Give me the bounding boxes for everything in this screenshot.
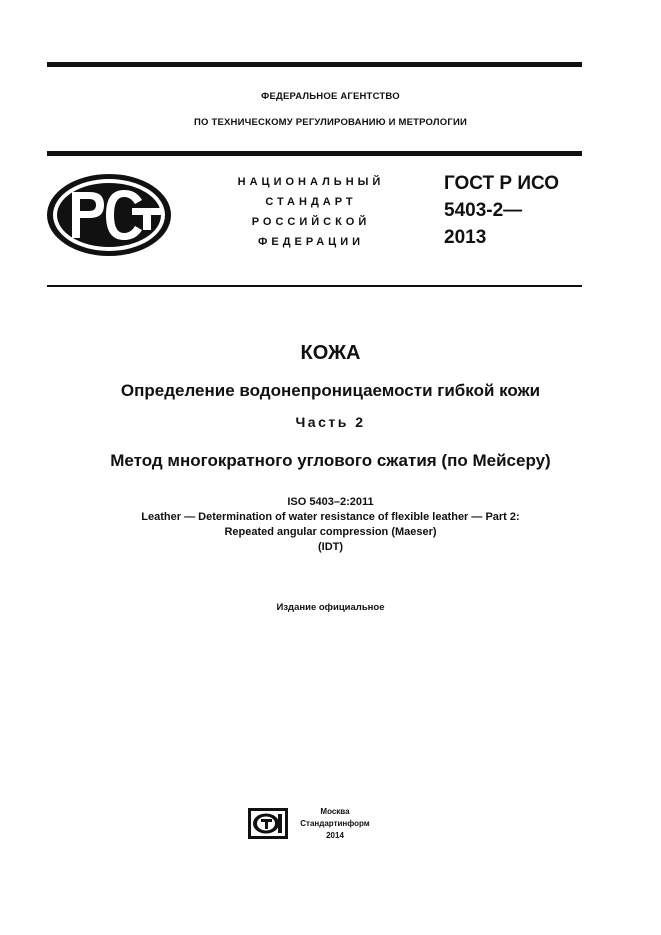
header-bottom-rule [47,285,582,287]
standard-designation [444,170,559,251]
national-standard-line-1: НАЦИОНАЛЬНЫЙ [237,176,385,188]
national-standard-label [196,172,426,252]
agency-line-1: ФЕДЕРАЛЬНОЕ АГЕНТСТВО [261,91,400,102]
edition-label: Издание официальное [276,602,385,613]
national-standard-line-3: РОССИЙСКОЙ [251,216,371,228]
iso-title-line-1: Leather — Determination of water resistance of flexible leather — Part 2: [141,511,520,523]
designation-line-1: ГОСТ Р ИСО [444,173,560,194]
national-standard-line-4: ФЕДЕРАЦИИ [257,236,365,248]
standartinform-logo-icon [248,808,288,839]
iso-idt: (IDT) [317,541,344,553]
designation-line-3: 2013 [444,227,487,248]
national-standard-line-2: СТАНДАРТ [265,196,357,208]
designation-line-2: 5403-2— [444,200,523,221]
header-rule [47,151,582,156]
iso-number: ISO 5403–2:2011 [287,496,374,508]
publisher-year: 2014 [326,831,344,840]
publisher-name: Стандартинформ [300,819,370,828]
document-part: Часть 2 [295,414,366,430]
rst-certification-seal-icon [44,172,174,258]
publisher-city: Москва [320,807,350,816]
document-method: Метод многократного углового сжатия (по Мейсеру) [110,451,551,470]
document-subtitle: Определение водонепроницаемости гибкой кожи [120,381,541,400]
agency-line-2: ПО ТЕХНИЧЕСКОМУ РЕГУЛИРОВАНИЮ И МЕТРОЛОГИИ [194,117,467,128]
iso-title-line-2: Repeated angular compression (Maeser) [224,526,437,538]
top-rule [47,62,582,67]
document-title: КОЖА [300,342,361,364]
iso-reference [0,495,661,555]
publisher-imprint [290,806,380,842]
